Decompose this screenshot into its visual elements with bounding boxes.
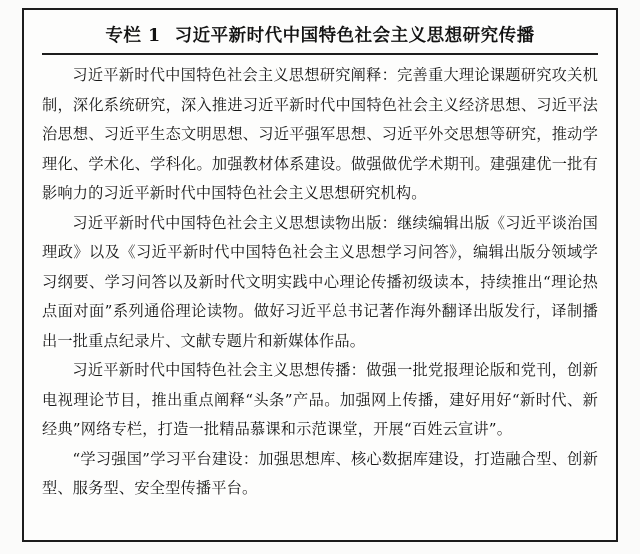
feature-box-title	[42, 16, 598, 50]
title-divider	[42, 53, 598, 55]
paragraph: 习近平新时代中国特色社会主义思想研究阐释：完善重大理论课题研究攻关机制，深化系统研究，深入推进习近平新时代中国特色社会主义经济思想、习近平法治思想、习近平生态文明思想、习近平强军思想、习近平外交思想等研究，推动学理化、学术化、学科化。加强教材体系建设。做强做优学术期刊。建强建优一批有影响力的习近平新时代中国特色社会主义思想研究机构。	[42, 66, 598, 202]
feature-box-inner	[30, 14, 610, 536]
feature-box	[22, 8, 618, 542]
paragraph: “学习强国”学习平台建设：加强思想库、核心数据库建设，打造融合型、创新型、服务型、安全型传播平台。	[42, 449, 598, 497]
paragraph: 习近平新时代中国特色社会主义思想读物出版：继续编辑出版《习近平谈治国理政》以及《习近平新时代中国特色社会主义思想学习问答》，编辑出版分领域学习纲要、学习问答以及新时代文明实践中心理论传播初级读本，持续推出“理论热点面对面”系列通俗理论读物。做好习近平总书记著作海外翻译出版发行，译制播出一批重点纪录片、文献专题片和新媒体作品。	[42, 213, 598, 350]
feature-box-heading: 习近平新时代中国特色社会主义思想研究传播	[174, 26, 535, 46]
paragraph: 习近平新时代中国特色社会主义思想传播：做强一批党报理论版和党刊，创新电视理论节目，推出重点阐释“头条”产品。加强网上传播，建好用好“新时代、新经典”网络专栏，打造一批精品慕课和示范课堂，开展“百姓云宣讲”。	[42, 361, 598, 438]
feature-box-number: 专栏 1	[105, 26, 161, 46]
feature-box-body	[42, 61, 598, 504]
